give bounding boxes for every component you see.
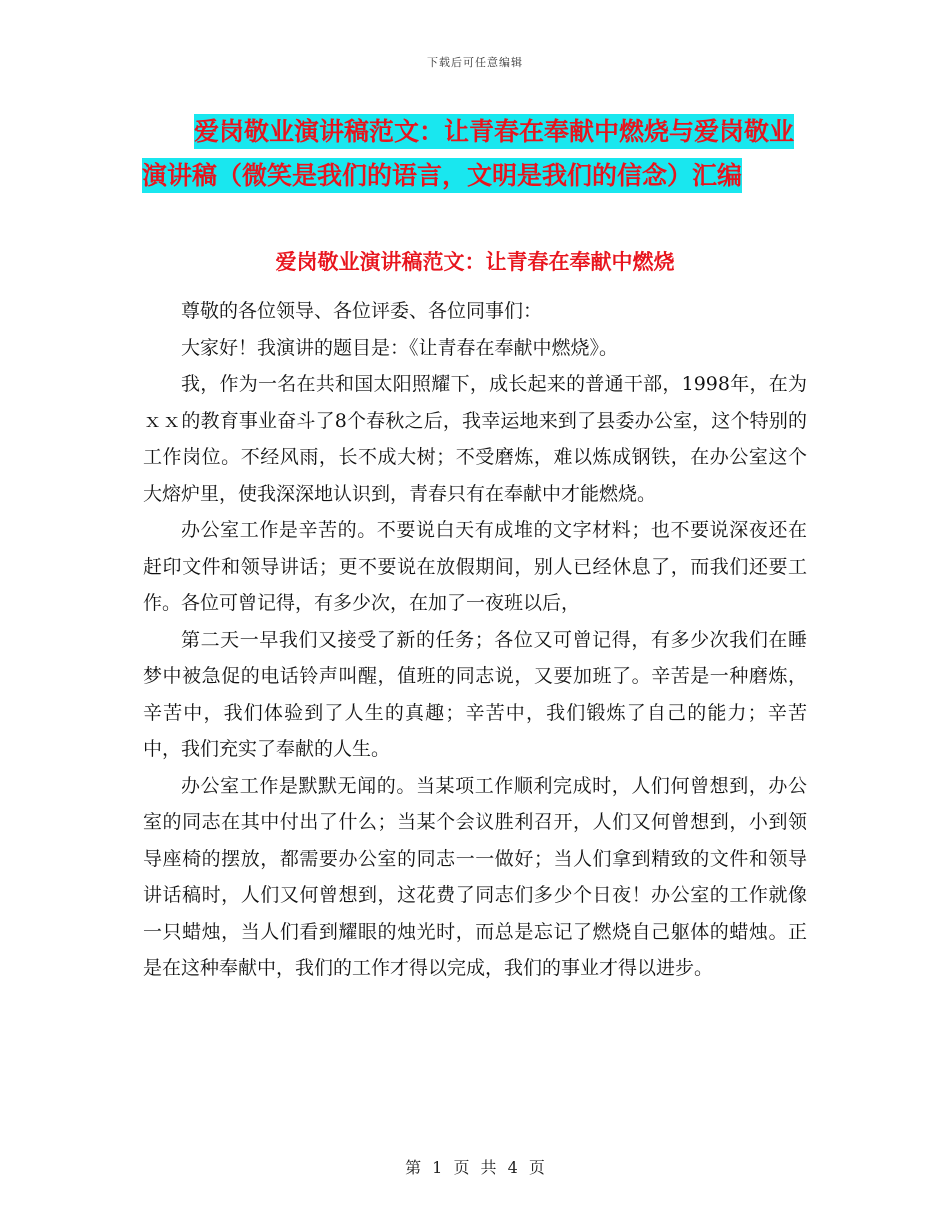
paragraph: 办公室工作是默默无闻的。当某项工作顺利完成时，人们何曾想到，办公室的同志在其中付出了什么；当某个会议胜利召开，人们又何曾想到，小到领导座椅的摆放，都需要办公室的同志一一做好；当人们拿到精致的文件和领导讲话稿时，人们又何曾想到，这花费了同志们多少个日夜！办公室的工作就像一只蜡烛，当人们看到耀眼的烛光时，而总是忘记了燃烧自己躯体的蜡烛。正是在这种奉献中，我们的工作才得以完成，我们的事业才得以进步。 [143, 774, 807, 979]
header-note: 下载后可任意编辑 [427, 56, 523, 69]
paragraph: 尊敬的各位领导、各位评委、各位同事们： [181, 300, 543, 322]
paragraph: 办公室工作是辛苦的。不要说白天有成堆的文字材料；也不要说深夜还在赶印文件和领导讲话；更不要说在放假期间，别人已经休息了，而我们还要工作。各位可曾记得，有多少次，在加了一夜班以后， [143, 519, 807, 614]
paragraph: 我，作为一名在共和国太阳照耀下，成长起来的普通干部，1998年，在为ｘｘ的教育事业奋斗了8个春秋之后，我幸运地来到了县委办公室，这个特别的工作岗位。不经风雨，长不成大树；不受磨炼，难以炼成钢铁，在办公室这个大熔炉里，使我深深地认识到，青春只有在奉献中才能燃烧。 [143, 373, 807, 505]
document-title [142, 110, 810, 198]
paragraph: 第二天一早我们又接受了新的任务；各位又可曾记得，有多少次我们在睡梦中被急促的电话铃声叫醒，值班的同志说，又要加班了。辛苦是一种磨炼，辛苦中，我们体验到了人生的真趣；辛苦中，我们锻炼了自己的能力；辛苦中，我们充实了奉献的人生。 [143, 628, 807, 760]
document-title-text: 爱岗敬业演讲稿范文：让青春在奉献中燃烧与爱岗敬业演讲稿（微笑是我们的语言，文明是我们的信念）汇编 [142, 114, 794, 193]
paragraph: 大家好！我演讲的题目是：《让青春在奉献中燃烧》。 [181, 336, 619, 359]
body-text [143, 293, 807, 987]
page-footer: 第 1 页 共 4 页 [405, 1158, 545, 1177]
section-title: 爱岗敬业演讲稿范文：让青春在奉献中燃烧 [275, 250, 675, 274]
